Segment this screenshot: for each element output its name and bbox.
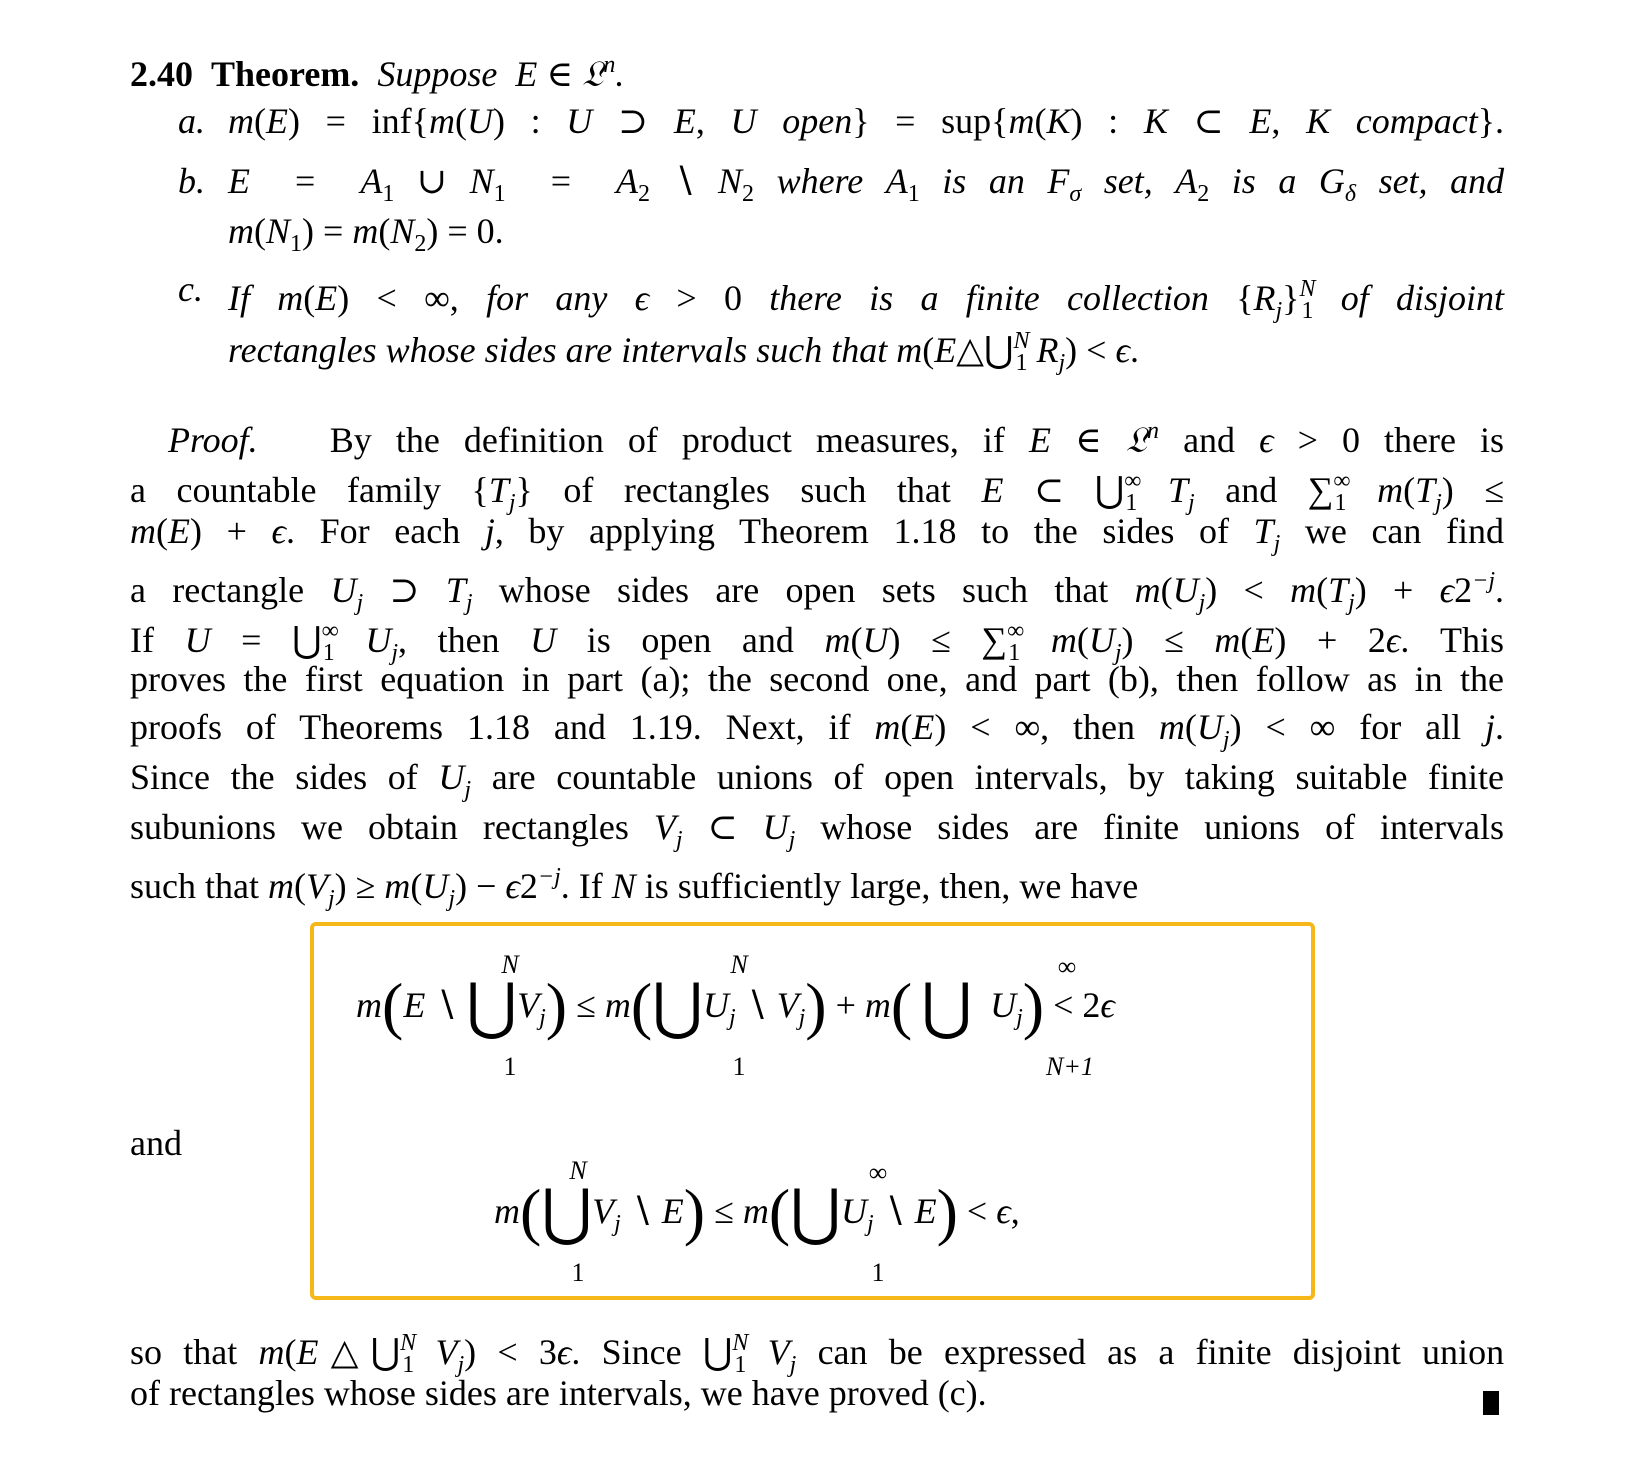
item-c-line1: If m(E) < ∞, for any ϵ > 0 there is a finite collection $\{R_j\}^N_1$ of disjoint (228, 276, 1505, 324)
document-page: 2.40 Theorem. Suppose E ∈ 𝔏$^n$. a. m(E) = inf{m(U) : U ⊃ E, U open} = sup{m(K) : K ⊂ E, K compact}. b. $E = A_1$ ∪ $N_1 = A_2$ ∖ $N_2$ where $A_1$ is an $F_\sigma$ set, $A_2$ is a $G_\delta$ set, and $m(N_1) = m(N_2) = 0$. c. If m(E) < ∞, for any ϵ > 0 there is a finite collection $\{R_j\}^N_1$ of disjoint rectangles whose sides are intervals such that m(E△⋃$^N_1$ $R_j) < \epsilon$. Proof. By the definition of product measures, if E ∈ 𝔏$^n$ and ϵ > 0 there is a countable family $\{T_j\}$ of rectangles such that E ⊂ $⋃^\infty_1$ $T_j$ and $\sum^\infty_1$ $m(T_j)$ ≤ m(E) + ϵ. For each j, by applying Theorem 1.18 to the sides of $T_j$ we can find a rectangle $U_j$ ⊃ $T_j$ whose sides are open sets such that $m(U_j) < m(T_j) + \epsilon 2^{-j}$. If $U = ⋃^\infty_1$ $U_j$, then U is open and $m(U) \le \sum^\infty_1$ $m(U_j) \le m(E) + 2\epsilon$. This proves the first equation in part (a); the second one, and part (b), then follow as in the proofs of Theorems 1.18 and 1.19. Next, if m(E) < ∞, then $m(U_j)$ < ∞ for all j. Since the sides of $U_j$ are countable unions of open intervals, by taking suitable finite subunions we obtain rectangles $V_j$ ⊂ $U_j$ whose sides are finite unions of intervals such that $m(V_j) \ge m(U_j) - \epsilon 2^{-j}$. If N is sufficiently large, then, we have m(E ∖ $⋃V_j$) ≤ $m(⋃U_j$ ∖ $V_j) + m$( ⋃ $U_j) < 2\epsilon$ N 1 N 1 ∞ N+1 and $m(⋃V_j$ ∖ $E) \le m(⋃U_j$ ∖ E) < ϵ, N 1 ∞ 1 so that m(E△⋃$^N_1$ $V_j) < 3\epsilon$. Since ⋃$^N_1$ $V_j$ can be expressed as a finite disjoint union of rectangles whose sides are intervals, we have proved (c). (0, 0, 1636, 1470)
theorem-heading: 2.40 Theorem. Suppose E ∈ 𝔏$^n$. (130, 52, 625, 94)
proof-line-3: m(E) + ϵ. For each j, by applying Theorem 1.18 to the sides of $T_j$ we can find (130, 511, 1504, 557)
and-word: and (130, 1123, 182, 1163)
proof-line-10: such that $m(V_j) \ge m(U_j) - \epsilon 2^{-j}$. If N is sufficiently large, then, we have (130, 864, 1139, 912)
proof-line-2: a countable family $\{T_j\}$ of rectangles such that E ⊂ $⋃^\infty_1$ $T_j$ and $\sum^\infty_1$ $m(T_j)$ ≤ (130, 468, 1505, 516)
theorem-suppose: Suppose (377, 54, 498, 94)
proof-line-4: a rectangle $U_j$ ⊃ $T_j$ whose sides are open sets such that $m(U_j) < m(T_j) + \epsilon 2^{-j}$. (130, 568, 1505, 616)
proof-line-7: proofs of Theorems 1.18 and 1.19. Next, if m(E) < ∞, then $m(U_j)$ < ∞ for all j. (130, 707, 1505, 753)
theorem-number: 2.40 (130, 54, 193, 94)
item-a-label: a. (178, 101, 205, 141)
proof-line-5: If $U = ⋃^\infty_1$ $U_j$, then U is open and $m(U) \le \sum^\infty_1$ $m(U_j) \le m(E) + 2\epsilon$. This (130, 618, 1505, 666)
proof-line-1: Proof. By the definition of product measures, if E ∈ 𝔏$^n$ and ϵ > 0 there is (168, 418, 1505, 460)
item-c-label: c. (178, 269, 203, 309)
item-b-label: b. (178, 161, 205, 201)
proof-line-8: Since the sides of $U_j$ are countable unions of open intervals, by taking suitable finite (130, 757, 1505, 803)
display-equation-1: m(E ∖ $⋃V_j$) ≤ $m(⋃U_j$ ∖ $V_j) + m$( ⋃ $U_j) < 2\epsilon$ (356, 970, 1115, 1041)
item-b-line1: $E = A_1$ ∪ $N_1 = A_2$ ∖ $N_2$ where $A_1$ is an $F_\sigma$ set, $A_2$ is a $G_\delta$ set, and (228, 161, 1505, 207)
qed-symbol (1483, 1391, 1499, 1415)
theorem-word: Theorem. (211, 54, 360, 94)
proof-label: Proof. (168, 420, 258, 460)
item-b-line2: $m(N_1) = m(N_2) = 0$. (228, 211, 504, 257)
proof-final-line-1: so that m(E△⋃$^N_1$ $V_j) < 3\epsilon$. Since ⋃$^N_1$ $V_j$ can be expressed as a finite disjoint union (130, 1330, 1505, 1378)
proof-line-9: subunions we obtain rectangles $V_j$ ⊂ $U_j$ whose sides are finite unions of intervals (130, 807, 1504, 853)
item-a-text: m(E) = inf{m(U) : U ⊃ E, U open} = sup{m(K) : K ⊂ E, K compact}. (228, 101, 1505, 141)
display-equation-2: $m(⋃V_j$ ∖ $E) \le m(⋃U_j$ ∖ E) < ϵ, (494, 1176, 1020, 1247)
proof-final-line-2: of rectangles whose sides are intervals, we have proved (c). (130, 1373, 987, 1413)
proof-line-6: proves the first equation in part (a); the second one, and part (b), then follow as in the (130, 659, 1504, 699)
item-c-line2: rectangles whose sides are intervals such that m(E△⋃$^N_1$ $R_j) < \epsilon$. (228, 328, 1139, 376)
